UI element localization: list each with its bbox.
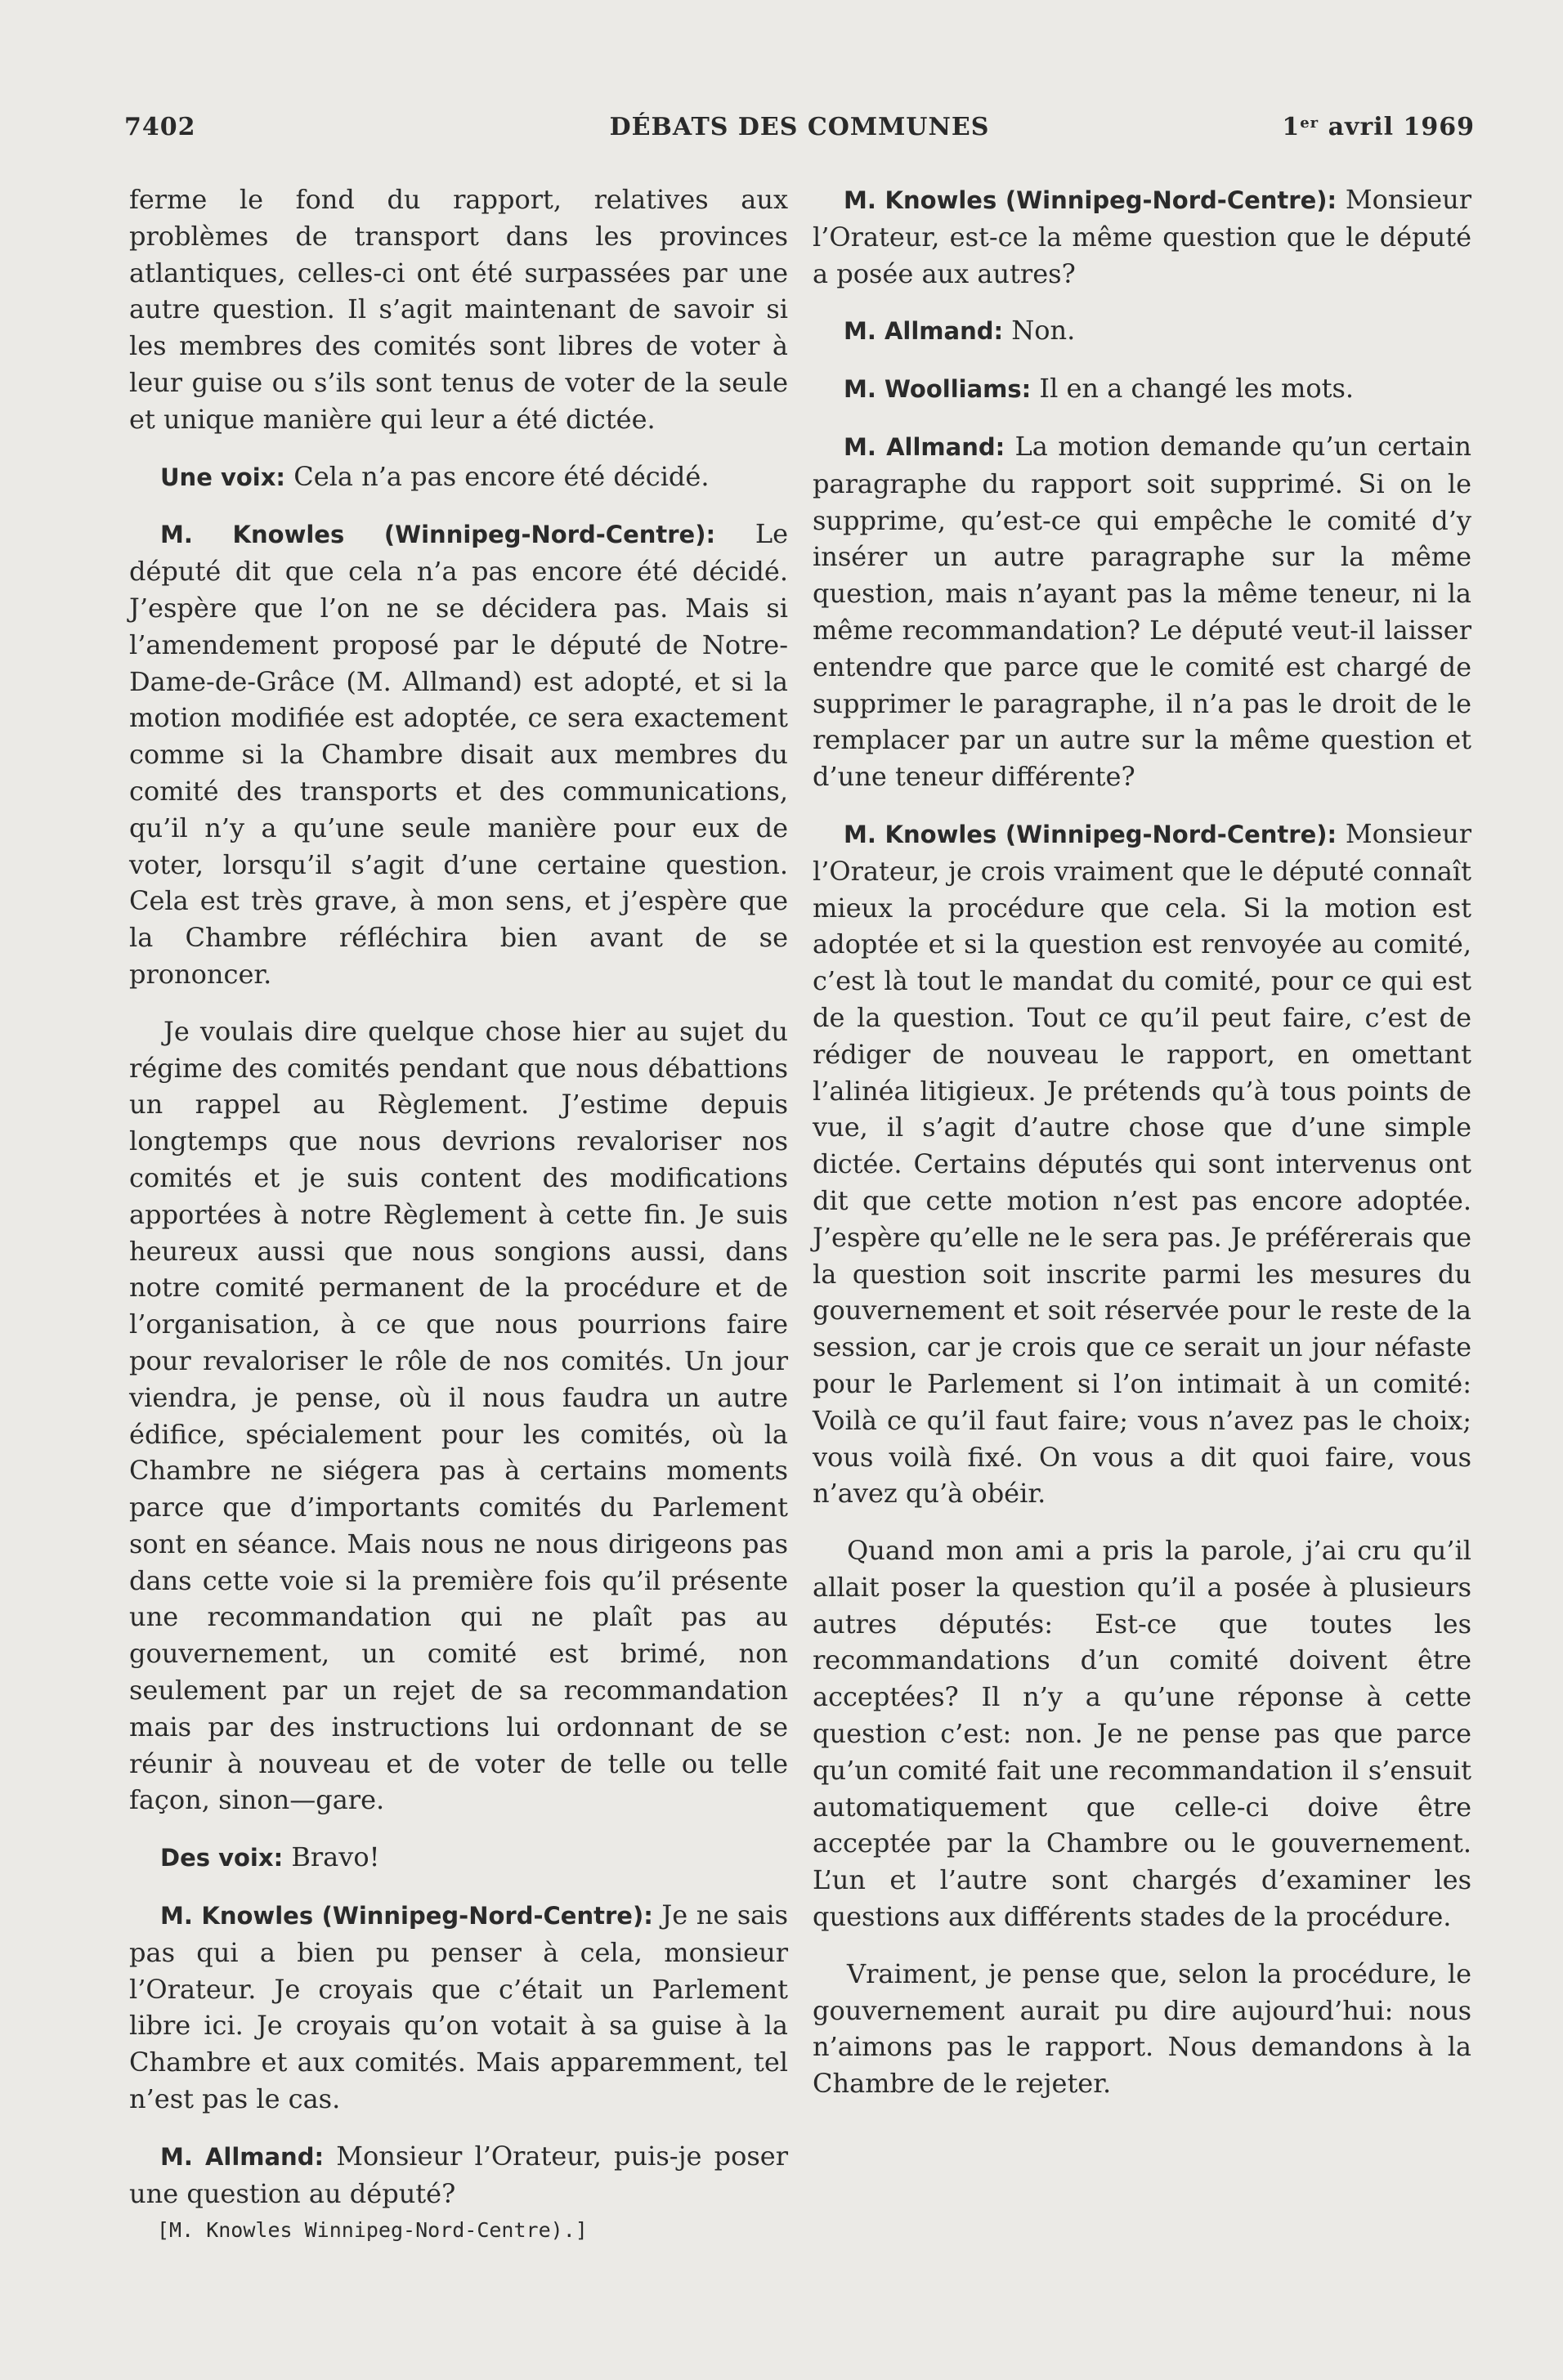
paragraph: Je voulais dire quelque chose hier au sujet du régime des comités pendant que nous débattions un rappel au Règlement. J’estime depuis longtemps que nous devrions revaloriser nos comités et je suis content des modifications apportées à notre Règlement à cette fin. Je suis heureux aussi que nous songions aussi, dans notre comité permanent de la procédure et de l’organisation, à ce que nous pourrions faire pour revaloriser le rôle de nos comités. Un jour viendra, je pense, où il nous faudra un autre édifice, spécialement pour les comités, où la Chambre ne siégera pas à certains moments parce que d’importants comités du Parlement sont en séance. Mais nous ne nous dirigeons pas dans cette voie si la première fois qu’il présente une recommandation qui ne plaît pas au gouvernement, un comité est brimé, non seulement par un rejet de sa recommandation mais par des instructions lui ordonnant de se réunir à nouveau et de voter de telle ou telle façon, sinon—gare. xyxy=(129,1015,788,1816)
speaker-name: M. Woolliams: xyxy=(844,375,1032,404)
left-column xyxy=(129,181,788,2244)
speech-paragraph xyxy=(813,816,1471,1512)
speech-text: Monsieur l’Orateur, je crois vraiment que le député connaît mieux la procédure que cela. Si la motion est adoptée et si la question est renvoyée au comité, c’est là tout le mandat du comité, pour ce qui est de la question. Tout ce qu’il peut faire, c’est de rédiger de nouveau le rapport, en omettant l’alinéa litigieux. Je prétends qu’à tous points de vue, il s’agit d’autre chose que d’une simple dictée. Certains députés qui sont intervenus ont dit que cette motion n’est pas encore adoptée. J’espère qu’elle ne le sera pas. Je préférerais que la question soit inscrite parmi les mesures du gouvernement et soit réservée pour le reste de la session, car je crois que ce serait un jour néfaste pour le Parlement si l’on intimait à un comité: Voilà ce qu’il faut faire; vous n’avez pas le choix; vous voilà fixé. On vous a dit quoi faire, vous n’avez qu’à obéir. xyxy=(813,817,1472,1510)
speech-paragraph xyxy=(813,370,1471,408)
speech-paragraph xyxy=(129,516,788,992)
page-header xyxy=(124,113,1475,149)
speaker-name: M. Allmand: xyxy=(844,432,1005,461)
speaker-name: M. Knowles (Winnipeg-Nord-Centre): xyxy=(844,820,1337,848)
speaker-note: [M. Knowles Winnipeg-Nord-Centre).] xyxy=(157,2218,588,2243)
speech-text: Non. xyxy=(1003,315,1076,347)
paragraph: Quand mon ami a pris la parole, j’ai cru qu’il allait poser la question qu’il a posée à plusieurs autres députés: Est-ce que toutes les recommandations d’un comité doivent être acceptées? Il n’y a qu’une réponse à cette question c’est: non. Je ne pense pas que parce qu’un comité fait une recommandation il s’ensuit automatiquement que celle-ci doive être acceptée par la Chambre ou le gouvernement. L’un et l’autre sont chargés d’examiner les questions aux différents stades de la procédure. xyxy=(813,1535,1471,1933)
page-number: 7402 xyxy=(124,113,196,141)
speaker-name: M. Knowles (Winnipeg-Nord-Centre): xyxy=(160,521,716,549)
speech-paragraph xyxy=(129,2138,788,2212)
speaker-name: Une voix: xyxy=(160,463,286,491)
speech-paragraph xyxy=(129,1897,788,2118)
date-month-year: avril 1969 xyxy=(1319,113,1475,141)
speaker-name: M. Knowles (Winnipeg-Nord-Centre): xyxy=(844,186,1337,214)
date-day: 1 xyxy=(1282,113,1301,141)
paragraph: Vraiment, je pense que, selon la procédure, le gouvernement aurait pu dire aujourd’hui: nous n’aimons pas le rapport. Nous demandons à la Chambre de le rejeter. xyxy=(813,1957,1471,2100)
speech-paragraph xyxy=(813,312,1471,350)
speaker-name: M. Allmand: xyxy=(844,317,1004,346)
speech-text: Je ne sais pas qui a bien pu penser à cela, monsieur l’Orateur. Je croyais que c’était un Parlement libre ici. Je croyais qu’on votait à sa guise à la Chambre et aux comités. Mais apparemment, tel n’est pas le cas. xyxy=(129,1899,788,2115)
page-date xyxy=(1282,113,1475,141)
speech-text: Bravo! xyxy=(283,1841,380,1873)
speech-paragraph xyxy=(129,459,788,496)
right-column xyxy=(813,181,1471,2102)
speech-paragraph xyxy=(813,428,1471,795)
paragraph: ferme le fond du rapport, relatives aux problèmes de transport dans les provinces atlantiques, celles-ci ont été surpassées par une autre question. Il s’agit maintenant de savoir si les membres des comités sont libres de voter à leur guise ou s’ils sont tenus de voter de la seule et unique manière qui leur a été dictée. xyxy=(129,184,788,435)
publication-title: DÉBATS DES COMMUNES xyxy=(609,113,990,141)
speech-text: Monsieur l’Orateur, puis-je poser une question au député? xyxy=(129,2140,788,2209)
speaker-name: Des voix: xyxy=(160,1844,284,1872)
speaker-name: M. Allmand: xyxy=(160,2142,325,2171)
speech-paragraph xyxy=(129,1839,788,1877)
speech-text: La motion demande qu’un certain paragraphe du rapport soit supprimé. Si on le supprime, qu’est-ce qui empêche le comité d’y insérer un autre paragraphe sur la même question, mais n’ayant pas la même teneur, ni la même recommandation? Le député veut-il laisser entendre que parce que le comité est chargé de supprimer le paragraphe, il n’a pas le droit de le remplacer par un autre sur la même question et d’une teneur différente? xyxy=(813,430,1471,793)
speaker-name: M. Knowles (Winnipeg-Nord-Centre): xyxy=(160,1902,653,1930)
speech-paragraph xyxy=(813,181,1471,292)
speech-text: Il en a changé les mots. xyxy=(1031,373,1355,405)
date-ordinal-suffix: er xyxy=(1300,114,1319,132)
speech-text: Cela n’a pas encore été décidé. xyxy=(285,460,710,492)
speech-text: Monsieur l’Orateur, est-ce la même question que le député a posée aux autres? xyxy=(813,184,1472,289)
speech-text: Le député dit que cela n’a pas encore été décidé. J’espère que l’on ne se décidera pas. Mais si l’amendement proposé par le député de Notre-Dame-de-Grâce (M. Allmand) est adopté, et si la motion modifiée est adoptée, ce sera exactement comme si la Chambre disait aux membres du comité des transports et des communications, qu’il n’y a qu’une seule manière pour eux de voter, lorsqu’il s’agit d’une certaine question. Cela est très grave, à mon sens, et j’espère que la Chambre réfléchira bien avant de se prononcer. xyxy=(129,518,789,990)
